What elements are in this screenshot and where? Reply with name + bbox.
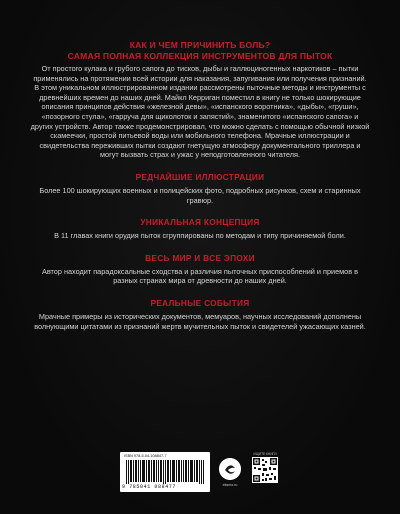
section-world [30, 253, 370, 286]
section-title: УНИКАЛЬНАЯ КОНЦЕПЦИЯ [140, 217, 260, 228]
isbn-label: ISBN 978-5-04-108847-7 [124, 454, 167, 458]
intro-paragraph-2: В этом уникальном иллюстрированном издании рассмотрены пыточные методы и инструменты с древнейших времен до наших дней. Майкл Керриган поместил в книгу не только шокирующие описания принципов действия «железной девы», «испанского воротника», «дыбы», «груши», «позорного стула», «гарруча для щиколоток и запястий», знаменитого «испанского сапога» и других устройств. Автор также продемонстрировал, что можно сделать с помощью обычной низкой скамеечки, простой питьевой воды или мобильного телефона. Мрачные иллюстрации и свидетельства переживших пытки создают гнетущую атмосферу документального триллера и могут вызвать страх и ужас у неподготовленного читателя. [30, 83, 370, 160]
qr-code-icon [252, 457, 278, 483]
section-text: Мрачные примеры из исторических документов, мемуаров, научных исследований дополнены волнующими цитатами из признаний жертв мучительных пыток и свидетелей ужасающих казней. [34, 311, 366, 331]
publisher-logo-icon [219, 458, 241, 480]
section-text: В 11 главах книги орудия пыток сгруппированы по методам и типу причиняемой боли. [54, 231, 346, 241]
barcode-bars [126, 460, 204, 484]
publisher-site: eksmo.ru [222, 483, 238, 487]
barcode [120, 452, 210, 492]
section-title: РЕДЧАЙШИЕ ИЛЛЮСТРАЦИИ [135, 171, 265, 182]
qr-label: ИЩИТЕ КНИГИ [253, 452, 277, 456]
headline-question: КАК И ЧЕМ ПРИЧИНИТЬ БОЛЬ? [129, 40, 271, 50]
intro-paragraph-1: От простого кулака и грубого сапога до тисков, дыбы и галлюциногенных наркотиков – пытки применялись на протяжении всей истории для наказания, запугивания или получения признаний. [33, 64, 367, 83]
section-concept [30, 217, 370, 241]
cover-footer [120, 452, 280, 496]
headline-subtitle: САМАЯ ПОЛНАЯ КОЛЛЕКЦИЯ ИНСТРУМЕНТОВ ДЛЯ ПЫТОК [67, 50, 333, 61]
section-title: РЕАЛЬНЫЕ СОБЫТИЯ [150, 297, 250, 308]
section-real-events [30, 298, 370, 331]
section-text: Более 100 шокирующих военных и полицейских фото, подробных рисунков, схем и старинных гравюр. [39, 185, 361, 205]
section-text: Автор находит парадоксальные сходства и различия пыточных приспособлений и приемов в разных странах мира от древности до наших дней. [41, 266, 359, 286]
section-illustrations [30, 172, 370, 205]
barcode-digits: 9 785041 088477 [122, 484, 177, 490]
cover-text-block [30, 40, 370, 331]
section-title: ВЕСЬ МИР И ВСЕ ЭПОХИ [145, 252, 255, 263]
